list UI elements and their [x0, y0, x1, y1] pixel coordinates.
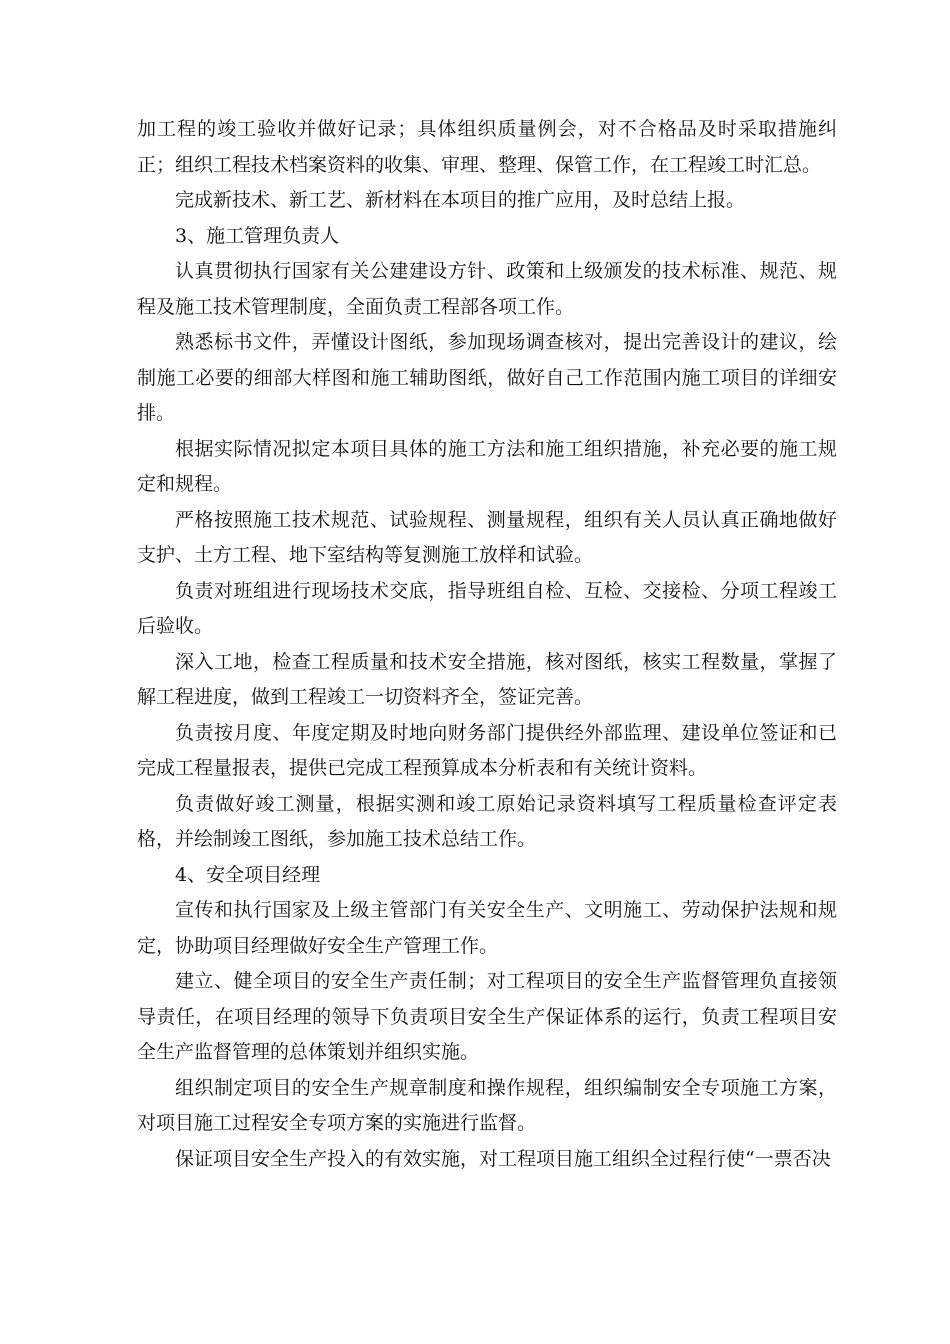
paragraph-4: 熟悉标书文件，弄懂设计图纸，参加现场调查核对，提出完善设计的建议，绘制施工必要的细部大样图和施工辅助图纸，做好自己工作范围内施工项目的详细安排。: [137, 331, 837, 424]
paragraph-5: 根据实际情况拟定本项目具体的施工方法和施工组织措施，补充必要的施工规定和规程。: [137, 437, 837, 495]
section-heading-4: 4、安全项目经理: [175, 863, 321, 886]
paragraph-14: 组织制定项目的安全生产规章制度和操作规程，组织编制安全专项施工方案，对项目施工过程安全专项方案的实施进行监督。: [137, 1076, 837, 1134]
paragraph-6: 严格按照施工技术规范、试验规程、测量规程，组织有关人员认真正确地做好支护、土方工程、地下室结构等复测施工放样和试验。: [137, 508, 837, 566]
paragraph-3: 认真贯彻执行国家有关公建建设方针、政策和上级颁发的技术标准、规范、规程及施工技术管理制度，全面负责工程部各项工作。: [137, 260, 837, 318]
paragraph-13: 建立、健全项目的安全生产责任制；对工程项目的安全生产监督管理负直接领导责任，在项目经理的领导下负责项目安全生产保证体系的运行，负责工程项目安全生产监督管理的总体策划并组织实施。: [137, 970, 837, 1063]
paragraph-9: 负责按月度、年度定期及时地向财务部门提供经外部监理、建设单位签证和已完成工程量报表，提供已完成工程预算成本分析表和有关统计资料。: [137, 721, 837, 779]
paragraph-10: 负责做好竣工测量，根据实测和竣工原始记录资料填写工程质量检查评定表格，并绘制竣工图纸，参加施工技术总结工作。: [137, 792, 837, 850]
paragraph-12: 宣传和执行国家及上级主管部门有关安全生产、文明施工、劳动保护法规和规定，协助项目经理做好安全生产管理工作。: [137, 899, 837, 957]
paragraph-8: 深入工地，检查工程质量和技术安全措施，核对图纸，核实工程数量，掌握了解工程进度，做到工程竣工一切资料齐全，签证完善。: [137, 650, 837, 708]
paragraph-1: 完成新技术、新工艺、新材料在本项目的推广应用，及时总结上报。: [175, 189, 746, 211]
paragraph-7: 负责对班组进行现场技术交底，指导班组自检、互检、交接检、分项工程竣工后验收。: [137, 579, 837, 637]
paragraph-0: 加工程的竣工验收并做好记录；具体组织质量例会，对不合格品及时采取措施纠正；组织工程技术档案资料的收集、审理、整理、保管工作，在工程竣工时汇总。: [137, 118, 837, 176]
section-heading-3: 3、施工管理负责人: [175, 224, 340, 247]
document-body: [137, 112, 837, 1177]
paragraph-15: 保证项目安全生产投入的有效实施，对工程项目施工组织全过程行使“一票否决: [175, 1147, 831, 1170]
